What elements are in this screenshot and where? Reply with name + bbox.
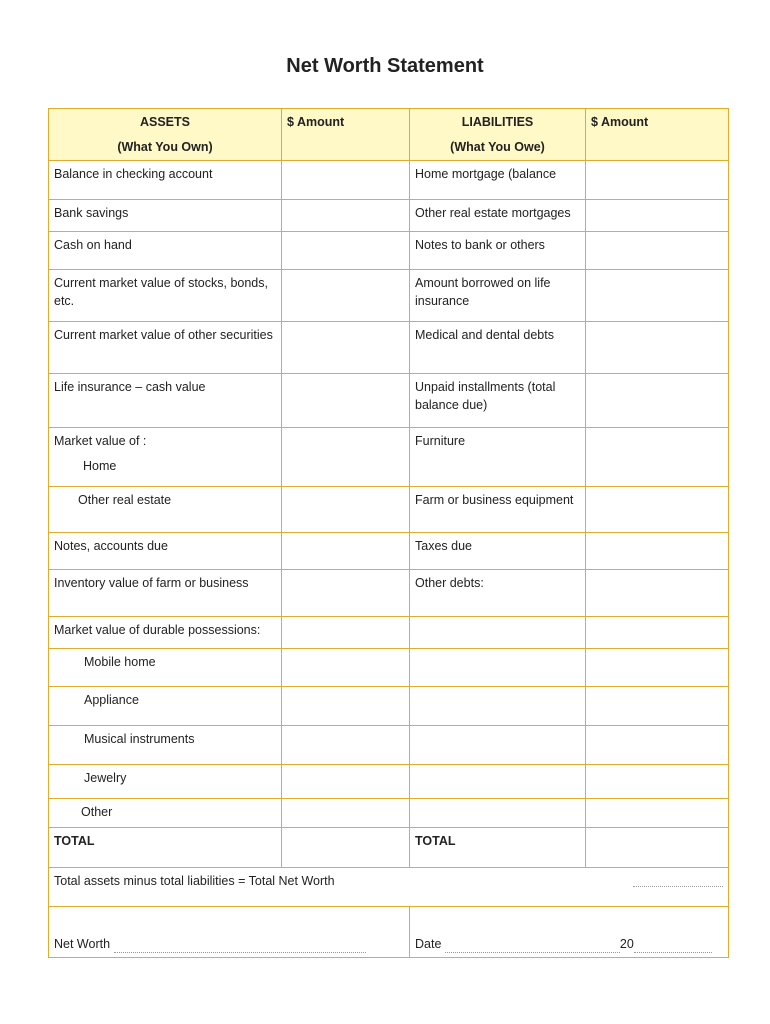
summary-row bbox=[49, 868, 729, 907]
asset-label: Musical instruments bbox=[49, 726, 282, 765]
asset-amount-field[interactable] bbox=[282, 726, 410, 765]
net-worth-field[interactable] bbox=[114, 940, 366, 953]
liability-amount-field[interactable] bbox=[586, 649, 729, 687]
liabilities-amount-header: $ Amount bbox=[586, 109, 729, 161]
asset-label: Bank savings bbox=[49, 200, 282, 232]
total-assets-label: TOTAL bbox=[49, 828, 282, 868]
total-liabilities-label: TOTAL bbox=[410, 828, 586, 868]
liabilities-header: LIABILITIES (What You Owe) bbox=[410, 109, 586, 161]
liability-amount-field[interactable] bbox=[586, 374, 729, 428]
liability-label: Amount borrowed on life insurance bbox=[410, 270, 586, 322]
asset-label: Mobile home bbox=[49, 649, 282, 687]
asset-amount-field[interactable] bbox=[282, 799, 410, 828]
summary-label: Total assets minus total liabilities = Total Net Worth bbox=[54, 874, 335, 888]
asset-label: Cash on hand bbox=[49, 232, 282, 270]
liability-amount-field[interactable] bbox=[586, 533, 729, 570]
asset-label: Appliance bbox=[49, 687, 282, 726]
liability-label bbox=[410, 687, 586, 726]
liability-amount-field[interactable] bbox=[586, 200, 729, 232]
asset-amount-field[interactable] bbox=[282, 487, 410, 533]
asset-amount-field[interactable] bbox=[282, 765, 410, 799]
asset-amount-field[interactable] bbox=[282, 270, 410, 322]
liability-label: Farm or business equipment bbox=[410, 487, 586, 533]
liability-amount-field[interactable] bbox=[586, 726, 729, 765]
net-worth-table bbox=[48, 108, 729, 958]
liability-amount-field[interactable] bbox=[586, 487, 729, 533]
asset-amount-field[interactable] bbox=[282, 687, 410, 726]
liability-amount-field[interactable] bbox=[586, 232, 729, 270]
liability-label bbox=[410, 617, 586, 649]
asset-label: Balance in checking account bbox=[49, 161, 282, 200]
asset-amount-field[interactable] bbox=[282, 570, 410, 617]
liability-amount-field[interactable] bbox=[586, 570, 729, 617]
assets-header: ASSETS (What You Own) bbox=[49, 109, 282, 161]
liability-amount-field[interactable] bbox=[586, 617, 729, 649]
liability-label: Home mortgage (balance bbox=[410, 161, 586, 200]
liability-amount-field[interactable] bbox=[586, 765, 729, 799]
liability-amount-field[interactable] bbox=[586, 687, 729, 726]
asset-amount-field[interactable] bbox=[282, 200, 410, 232]
asset-label: Other bbox=[49, 799, 282, 828]
asset-label: Current market value of other securities bbox=[49, 322, 282, 374]
liability-label: Other debts: bbox=[410, 570, 586, 617]
asset-label: Other real estate bbox=[49, 487, 282, 533]
liability-label bbox=[410, 649, 586, 687]
asset-label: Market value of durable possessions: bbox=[49, 617, 282, 649]
asset-label: Market value of : Home bbox=[49, 428, 282, 487]
asset-amount-field[interactable] bbox=[282, 374, 410, 428]
asset-label: Life insurance – cash value bbox=[49, 374, 282, 428]
liability-label bbox=[410, 765, 586, 799]
liability-amount-field[interactable] bbox=[586, 161, 729, 200]
liability-amount-field[interactable] bbox=[586, 322, 729, 374]
liability-label: Furniture bbox=[410, 428, 586, 487]
liability-label: Other real estate mortgages bbox=[410, 200, 586, 232]
asset-amount-field[interactable] bbox=[282, 232, 410, 270]
asset-amount-field[interactable] bbox=[282, 161, 410, 200]
year-field[interactable] bbox=[634, 940, 712, 953]
date-cell: Date 20 bbox=[410, 907, 729, 958]
asset-amount-field[interactable] bbox=[282, 428, 410, 487]
total-assets-field[interactable] bbox=[282, 828, 410, 868]
asset-amount-field[interactable] bbox=[282, 617, 410, 649]
liability-label bbox=[410, 799, 586, 828]
asset-amount-field[interactable] bbox=[282, 649, 410, 687]
asset-label: Inventory value of farm or business bbox=[49, 570, 282, 617]
net-worth-total-field[interactable] bbox=[633, 874, 723, 887]
total-liabilities-field[interactable] bbox=[586, 828, 729, 868]
asset-label: Current market value of stocks, bonds, etc. bbox=[49, 270, 282, 322]
liability-label: Unpaid installments (total balance due) bbox=[410, 374, 586, 428]
liability-amount-field[interactable] bbox=[586, 799, 729, 828]
asset-label: Jewelry bbox=[49, 765, 282, 799]
liability-label: Medical and dental debts bbox=[410, 322, 586, 374]
liability-label: Taxes due bbox=[410, 533, 586, 570]
date-field[interactable] bbox=[445, 940, 620, 953]
liability-amount-field[interactable] bbox=[586, 428, 729, 487]
asset-label: Notes, accounts due bbox=[49, 533, 282, 570]
assets-amount-header: $ Amount bbox=[282, 109, 410, 161]
liability-amount-field[interactable] bbox=[586, 270, 729, 322]
asset-amount-field[interactable] bbox=[282, 533, 410, 570]
page-title: Net Worth Statement bbox=[286, 55, 484, 77]
liability-label: Notes to bank or others bbox=[410, 232, 586, 270]
asset-amount-field[interactable] bbox=[282, 322, 410, 374]
liability-label bbox=[410, 726, 586, 765]
net-worth-cell: Net Worth bbox=[49, 907, 410, 958]
